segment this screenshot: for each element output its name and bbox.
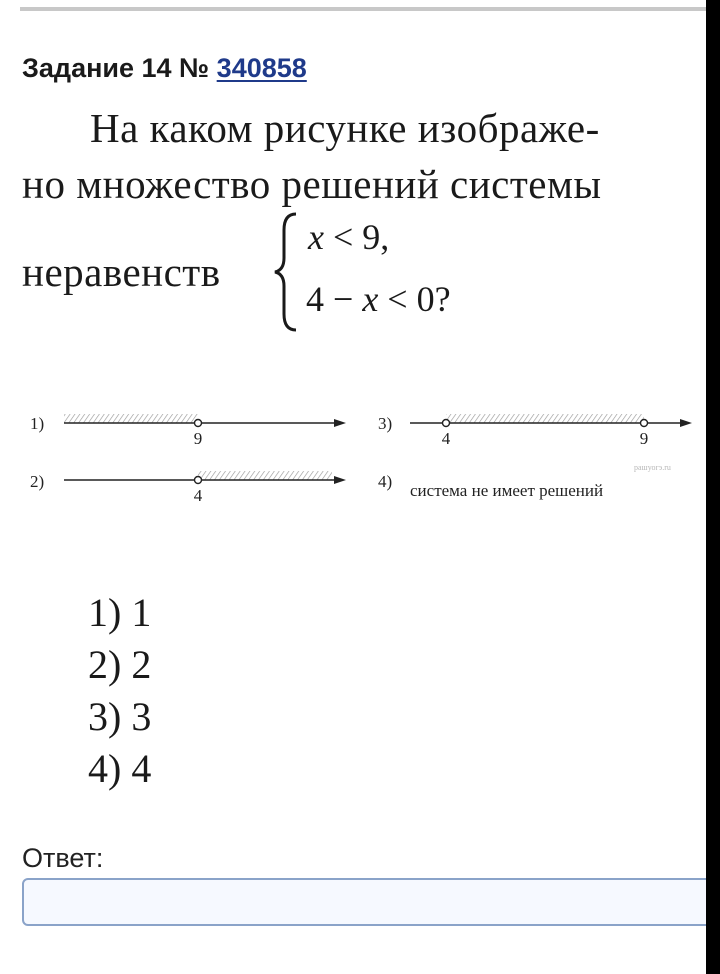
arrow-2 xyxy=(334,476,346,484)
inequality-1-var: x xyxy=(308,217,324,257)
inequality-1 xyxy=(308,216,389,258)
tick-9-line-3: 9 xyxy=(639,429,649,448)
question-line-2: но множество решений системы xyxy=(22,161,602,207)
answer-input[interactable] xyxy=(22,878,706,926)
answer-option-2: 2) 2 xyxy=(88,642,152,687)
answer-option-4: 4) 4 xyxy=(88,746,152,791)
inequality-1-rel: < 9, xyxy=(323,217,390,257)
question-line-1: На каком рисунке изображе- xyxy=(90,105,600,151)
open-point-4-line-3 xyxy=(443,420,450,427)
figure-label-2: 2) xyxy=(30,472,45,491)
inequality-2 xyxy=(306,278,451,320)
tick-9-line-1: 9 xyxy=(193,429,203,448)
task-header xyxy=(22,53,307,84)
inequality-2-rel: < 0? xyxy=(378,279,451,319)
shade-line-2 xyxy=(198,471,332,480)
task-number-link[interactable]: 340858 xyxy=(216,53,307,83)
figure-label-4: 4) xyxy=(378,472,393,491)
arrow-3 xyxy=(680,419,692,427)
system-brace xyxy=(272,210,302,334)
top-divider xyxy=(20,7,706,11)
figure-label-1: 1) xyxy=(30,414,45,433)
open-point-9-line-1 xyxy=(195,420,202,427)
tick-4-line-3: 4 xyxy=(441,429,451,448)
no-solution-text: система не имеет решений xyxy=(410,481,604,500)
question-line-3: неравенств xyxy=(22,249,221,295)
shade-line-3 xyxy=(446,414,644,423)
open-point-4-line-2 xyxy=(195,477,202,484)
task-label: Задание 14 № xyxy=(22,53,210,83)
tick-4-line-2: 4 xyxy=(193,486,203,505)
arrow-1 xyxy=(334,419,346,427)
answer-label: Ответ: xyxy=(22,843,104,873)
watermark: pашуогэ.ru xyxy=(634,463,671,472)
open-point-9-line-3 xyxy=(641,420,648,427)
shade-line-1 xyxy=(64,414,198,423)
inequality-2-var: x xyxy=(362,279,379,319)
inequality-2-lhs: 4 − xyxy=(306,279,363,319)
answer-option-1: 1) 1 xyxy=(88,590,152,635)
figure-label-3: 3) xyxy=(378,414,393,433)
number-lines-figure xyxy=(0,395,706,515)
answer-option-3: 3) 3 xyxy=(88,694,152,739)
